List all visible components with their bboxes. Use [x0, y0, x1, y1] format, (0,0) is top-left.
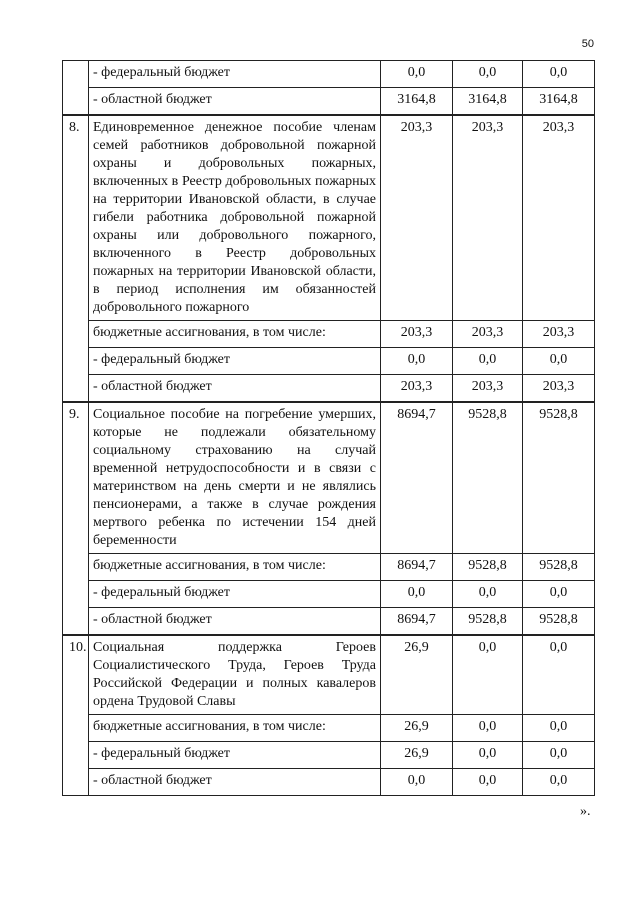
closing-quote: ».: [580, 804, 591, 819]
table-row: [63, 742, 595, 769]
table-row: [63, 348, 595, 375]
table-row: [63, 769, 595, 796]
value-cell-year-3: 203,3: [523, 321, 595, 348]
value-cell-year-2: 0,0: [453, 61, 523, 88]
description-cell: - областной бюджет: [89, 769, 381, 796]
table-row: [63, 321, 595, 348]
budget-table: [62, 60, 595, 796]
value-cell-year-3: 203,3: [523, 115, 595, 321]
description-cell: - федеральный бюджет: [89, 742, 381, 769]
description-cell: бюджетные ассигнования, в том числе:: [89, 321, 381, 348]
table-row: [63, 61, 595, 88]
value-cell-year-3: 0,0: [523, 742, 595, 769]
value-cell-year-3: 9528,8: [523, 608, 595, 636]
budget-table-body: [63, 61, 595, 796]
value-cell-year-1: 3164,8: [381, 88, 453, 116]
row-number-cell: 8.: [63, 115, 89, 402]
value-cell-year-1: 26,9: [381, 635, 453, 715]
value-cell-year-1: 0,0: [381, 581, 453, 608]
description-cell: - областной бюджет: [89, 88, 381, 116]
description-cell: - областной бюджет: [89, 375, 381, 403]
value-cell-year-1: 8694,7: [381, 402, 453, 554]
table-row: [63, 581, 595, 608]
table-row: [63, 608, 595, 636]
value-cell-year-3: 3164,8: [523, 88, 595, 116]
description-cell: Социальная поддержка Героев Социалистического Труда, Героев Труда Российской Федерации и полных кавалеров ордена Трудовой Славы: [89, 635, 381, 715]
table-row: [63, 115, 595, 321]
value-cell-year-2: 0,0: [453, 348, 523, 375]
value-cell-year-1: 203,3: [381, 375, 453, 403]
value-cell-year-3: 203,3: [523, 375, 595, 403]
value-cell-year-2: 0,0: [453, 635, 523, 715]
value-cell-year-2: 9528,8: [453, 554, 523, 581]
value-cell-year-1: 0,0: [381, 348, 453, 375]
value-cell-year-2: 203,3: [453, 115, 523, 321]
description-cell: Единовременное денежное пособие членам семей работников добровольной пожарной охраны и добровольных пожарных, включенных в Реестр добровольных пожарных на территории Ивановской области, в случае гибели работника добровольной пожарной охраны или добровольного пожарного, включенного в Реестр добровольных пожарных на территории Ивановской области, в период исполнения им обязанностей добровольного пожарного: [89, 115, 381, 321]
table-row: [63, 375, 595, 403]
value-cell-year-3: 0,0: [523, 61, 595, 88]
description-cell: бюджетные ассигнования, в том числе:: [89, 554, 381, 581]
description-cell: - федеральный бюджет: [89, 61, 381, 88]
value-cell-year-2: 9528,8: [453, 402, 523, 554]
table-row: [63, 715, 595, 742]
description-cell: бюджетные ассигнования, в том числе:: [89, 715, 381, 742]
value-cell-year-1: 26,9: [381, 742, 453, 769]
row-number-cell: 9.: [63, 402, 89, 635]
table-row: [63, 88, 595, 116]
value-cell-year-1: 26,9: [381, 715, 453, 742]
value-cell-year-1: 0,0: [381, 61, 453, 88]
row-number-cell: 10.: [63, 635, 89, 796]
value-cell-year-2: 203,3: [453, 375, 523, 403]
value-cell-year-2: 0,0: [453, 769, 523, 796]
value-cell-year-3: 0,0: [523, 769, 595, 796]
description-cell: - областной бюджет: [89, 608, 381, 636]
description-cell: - федеральный бюджет: [89, 348, 381, 375]
value-cell-year-2: 0,0: [453, 715, 523, 742]
value-cell-year-3: 0,0: [523, 635, 595, 715]
value-cell-year-1: 8694,7: [381, 608, 453, 636]
value-cell-year-3: 9528,8: [523, 554, 595, 581]
value-cell-year-2: 203,3: [453, 321, 523, 348]
value-cell-year-1: 203,3: [381, 115, 453, 321]
value-cell-year-1: 8694,7: [381, 554, 453, 581]
page-number: 50: [581, 38, 594, 50]
value-cell-year-1: 203,3: [381, 321, 453, 348]
description-cell: - федеральный бюджет: [89, 581, 381, 608]
table-row: [63, 554, 595, 581]
value-cell-year-2: 9528,8: [453, 608, 523, 636]
value-cell-year-3: 9528,8: [523, 402, 595, 554]
value-cell-year-3: 0,0: [523, 715, 595, 742]
table-row: [63, 402, 595, 554]
value-cell-year-2: 0,0: [453, 742, 523, 769]
value-cell-year-2: 0,0: [453, 581, 523, 608]
value-cell-year-3: 0,0: [523, 581, 595, 608]
value-cell-year-1: 0,0: [381, 769, 453, 796]
table-row: [63, 635, 595, 715]
value-cell-year-2: 3164,8: [453, 88, 523, 116]
description-cell: Социальное пособие на погребение умерших, которые не подлежали обязательному социальному страхованию на случай временной нетрудоспособности и в связи с материнством на день смерти и не являлись пенсионерами, а также в случае рождения мертвого ребенка по истечении 154 дней беременности: [89, 402, 381, 554]
row-number-cell: [63, 61, 89, 116]
value-cell-year-3: 0,0: [523, 348, 595, 375]
